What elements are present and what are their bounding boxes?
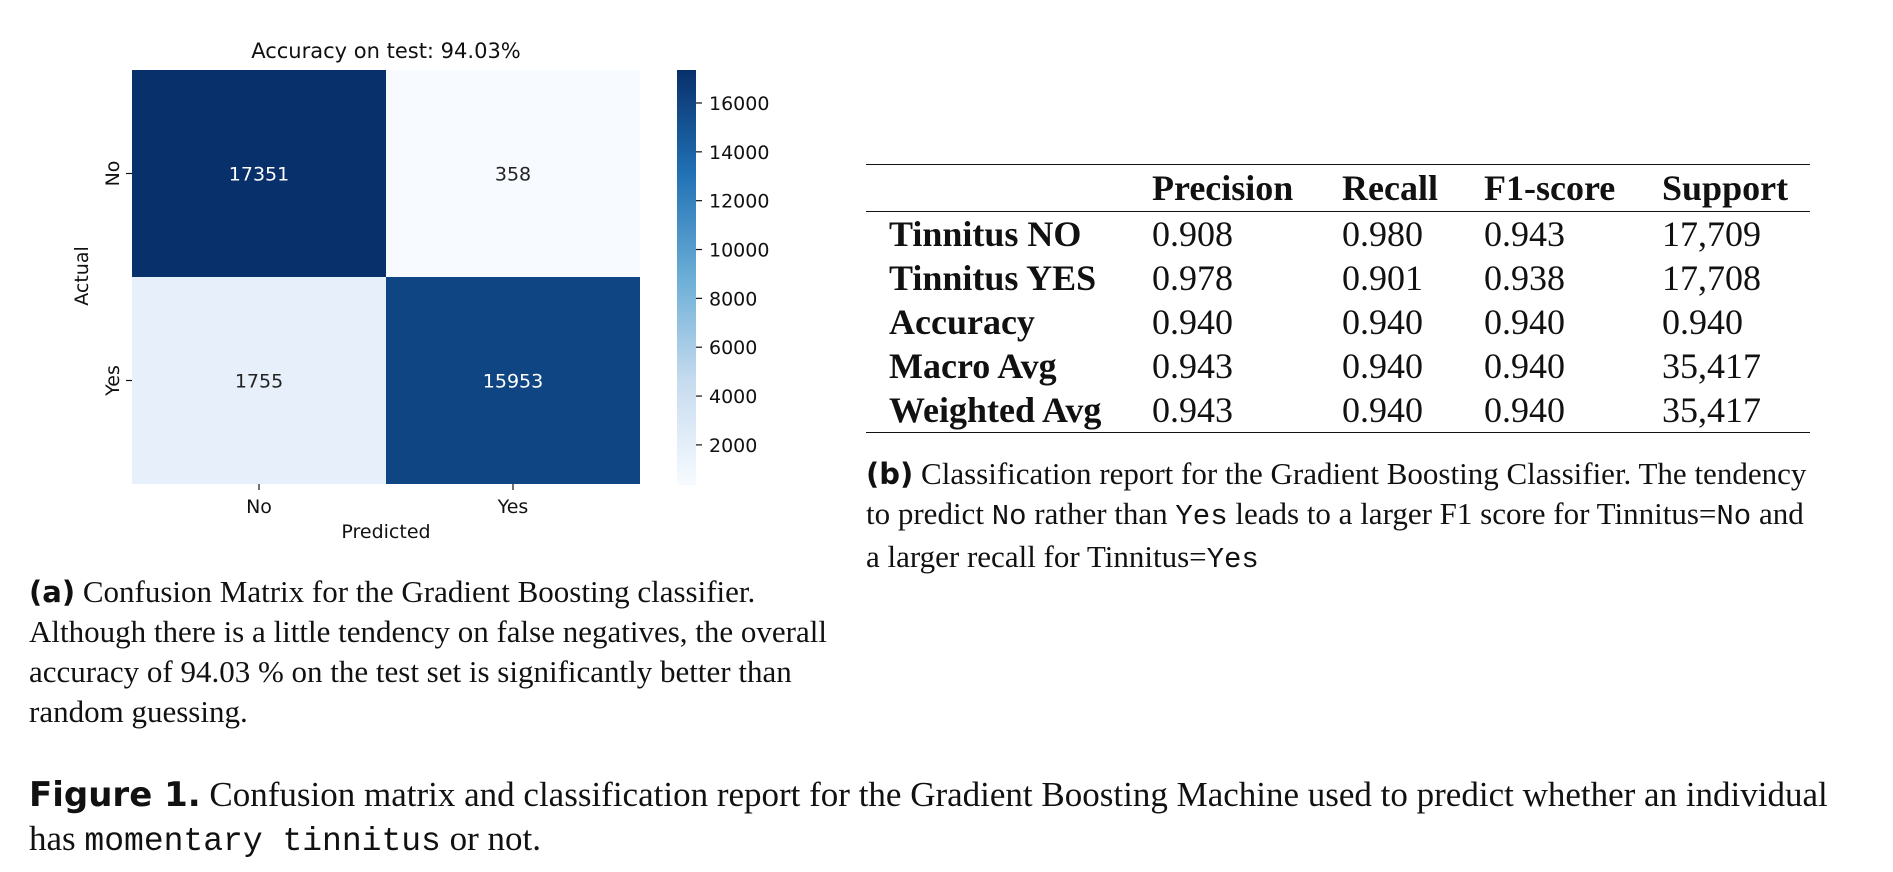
caption-b-text-2: rather than <box>1026 496 1176 531</box>
y-tick-label: No <box>102 160 124 187</box>
table-row <box>866 300 1810 344</box>
x-tick-label: No <box>246 496 272 518</box>
cell-support: 0.940 <box>1662 302 1743 342</box>
cell-precision: 0.940 <box>1152 302 1233 342</box>
y-tick-label: Yes <box>102 365 124 396</box>
row-label: Tinnitus NO <box>889 214 1082 254</box>
caption-b-code-1: No <box>991 500 1027 533</box>
caption-b-text-4: and a larger recall for Tinnitus= <box>866 496 1804 574</box>
classification-report <box>866 164 1810 433</box>
row-label: Weighted Avg <box>889 390 1102 430</box>
caption-b-tag: (b) <box>866 457 914 491</box>
x-tick-label: Yes <box>497 496 529 518</box>
header-precision: Precision <box>1152 168 1294 208</box>
cell-support: 35,417 <box>1662 390 1761 430</box>
table-row <box>866 344 1810 388</box>
colorbar-tick-label: 16000 <box>709 92 770 115</box>
confusion-matrix-chart <box>0 0 800 560</box>
cell-precision: 0.943 <box>1152 346 1233 386</box>
caption-b <box>866 454 1816 580</box>
figure-caption-code: momentary tinnitus <box>84 823 441 860</box>
figure-caption-text-2: or not. <box>440 819 542 858</box>
row-label: Tinnitus YES <box>889 258 1097 298</box>
cell-f1: 0.940 <box>1484 302 1565 342</box>
figure-caption-text-1: Confusion matrix and classification report for the Gradient Boosting Machine used to predict whether an individual has <box>29 775 1828 858</box>
header-support: Support <box>1662 168 1789 208</box>
table-row <box>866 256 1810 300</box>
cell-f1: 0.940 <box>1484 390 1565 430</box>
caption-a-tag: (a) <box>29 575 76 609</box>
colorbar-tick-label: 4000 <box>709 386 758 409</box>
cell-support: 35,417 <box>1662 346 1761 386</box>
cell-precision: 0.943 <box>1152 390 1233 430</box>
caption-a <box>29 572 869 732</box>
cell-recall: 0.940 <box>1342 302 1423 342</box>
table-row <box>866 212 1810 257</box>
colorbar-tick-label: 8000 <box>709 288 758 311</box>
cell-support: 17,709 <box>1662 214 1761 254</box>
colorbar-tick-label: 2000 <box>709 434 758 457</box>
cell-f1: 0.943 <box>1484 214 1565 254</box>
chart-title: Accuracy on test: 94.03% <box>251 39 521 63</box>
cell-value-label: 1755 <box>234 370 284 393</box>
caption-b-text-1: Classification report for the Gradient Boosting Classifier. The tendency to predict <box>866 456 1807 531</box>
row-label: Accuracy <box>889 302 1035 342</box>
caption-b-text-3: leads to a larger F1 score for Tinnitus= <box>1227 496 1717 531</box>
caption-b-code-3: No <box>1716 500 1752 533</box>
colorbar-tick-label: 10000 <box>709 239 770 262</box>
cell-recall: 0.901 <box>1342 258 1423 298</box>
caption-a-text: Confusion Matrix for the Gradient Boosting classifier. Although there is a little tendency on false negatives, the overall accuracy of 94.03 % on the test set is significantly better than random guessing. <box>29 574 827 729</box>
caption-b-code-4: Yes <box>1206 543 1259 576</box>
figure-caption-tag: Figure 1. <box>29 775 201 815</box>
table-header-row <box>866 165 1810 212</box>
cell-value-label: 17351 <box>228 163 290 186</box>
cell-support: 17,708 <box>1662 258 1761 298</box>
cell-recall: 0.980 <box>1342 214 1423 254</box>
header-recall: Recall <box>1342 168 1438 208</box>
table-row <box>866 388 1810 433</box>
header-blank <box>866 165 1152 212</box>
figure-caption <box>29 773 1879 864</box>
colorbar-tick-label: 6000 <box>709 337 758 360</box>
cell-precision: 0.978 <box>1152 258 1233 298</box>
x-axis-label: Predicted <box>341 521 431 543</box>
colorbar-tick-label: 14000 <box>709 141 770 164</box>
y-axis-label: Actual <box>71 246 93 306</box>
cell-recall: 0.940 <box>1342 346 1423 386</box>
cell-value-label: 358 <box>494 163 532 186</box>
row-label: Macro Avg <box>889 346 1057 386</box>
caption-b-code-2: Yes <box>1175 500 1228 533</box>
cell-value-label: 15953 <box>482 370 544 393</box>
cell-f1: 0.940 <box>1484 346 1565 386</box>
cell-precision: 0.908 <box>1152 214 1233 254</box>
colorbar <box>677 70 696 485</box>
cell-recall: 0.940 <box>1342 390 1423 430</box>
colorbar-tick-label: 12000 <box>709 190 770 213</box>
cell-f1: 0.938 <box>1484 258 1565 298</box>
header-f1: F1-score <box>1484 168 1616 208</box>
